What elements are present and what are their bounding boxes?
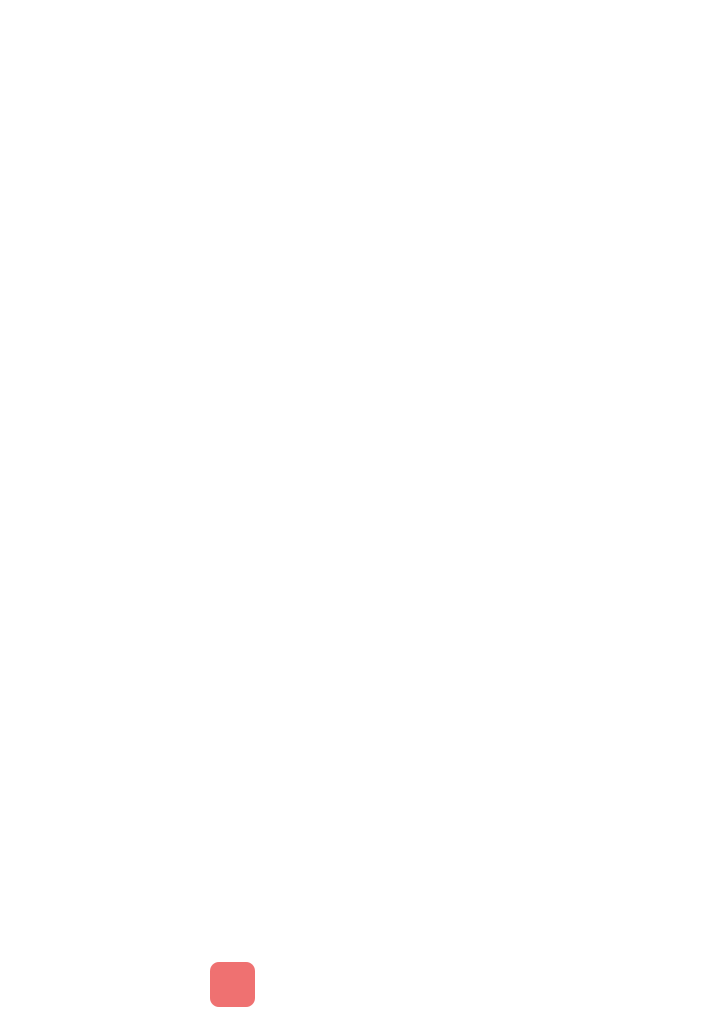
wps-logo-icon[interactable] [210,962,255,1007]
wps-edit-banner[interactable] [210,962,271,1007]
